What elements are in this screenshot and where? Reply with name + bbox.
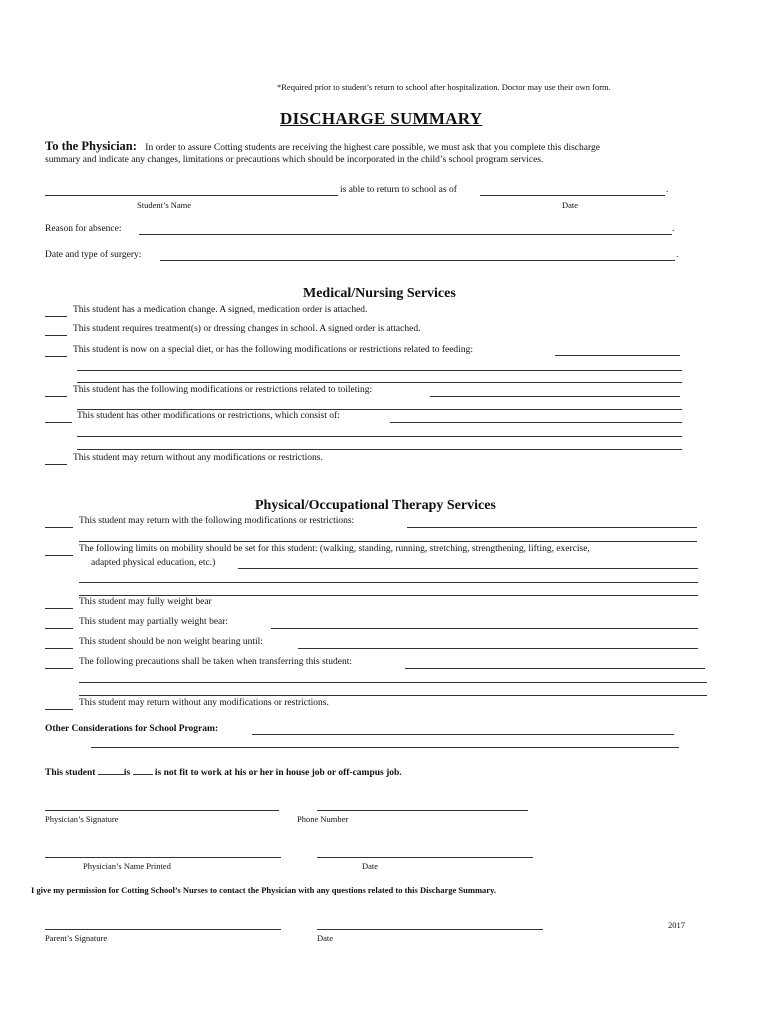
student-name-field[interactable] [45, 195, 338, 196]
therapy-check-7[interactable] [45, 709, 73, 710]
therapy-item-1: This student may return with the following modifications or restrictions: [79, 516, 355, 526]
phone-number-field[interactable] [317, 810, 528, 811]
partial-weight-field[interactable] [271, 628, 698, 629]
page-title: DISCHARGE SUMMARY [280, 109, 483, 128]
therapy-check-4[interactable] [45, 628, 73, 629]
mobility-field[interactable] [238, 568, 698, 569]
medical-item-2: This student requires treatment(s) or dressing changes in school. A signed order is attached. [73, 324, 421, 334]
fit-statement [45, 765, 402, 778]
medical-check-2[interactable] [45, 335, 67, 336]
therapy-item-7: This student may return without any modifications or restrictions. [79, 698, 329, 708]
transfer-precautions-field[interactable] [405, 668, 705, 669]
non-weight-field[interactable] [298, 648, 698, 649]
medical-check-3[interactable] [45, 356, 67, 357]
header-note: *Required prior to student’s return to school after hospitalization. Doctor may use their own form. [277, 82, 611, 92]
intro-line-1: In order to assure Cotting students are receiving the highest care possible, we must ask that you complete this discharge [145, 143, 600, 153]
return-text: is able to return to school as of [340, 185, 457, 195]
other-restrictions-line-3[interactable] [77, 449, 682, 450]
fit-part-1: This student [45, 768, 96, 778]
medical-item-3: This student is now on a special diet, or has the following modifications or restrictions related to feeding: [73, 345, 473, 355]
medical-item-4: This student has the following modifications or restrictions related to toileting: [73, 385, 373, 395]
date-caption: Date [562, 200, 579, 210]
phone-number-caption: Phone Number [297, 814, 349, 824]
intro-lead: To the Physician: [45, 139, 137, 153]
reason-field[interactable] [139, 234, 672, 235]
therapy-item-3: This student may fully weight bear [79, 597, 212, 607]
feeding-field[interactable] [555, 355, 680, 356]
medical-item-6: This student may return without any modifications or restrictions. [73, 453, 323, 463]
surgery-label: Date and type of surgery: [45, 250, 142, 260]
fit-part-2: is [123, 768, 131, 778]
physician-name-caption: Physician’s Name Printed [83, 861, 171, 871]
medical-check-6[interactable] [45, 464, 67, 465]
transfer-line-3[interactable] [79, 695, 707, 696]
therapy-item-4: This student may partially weight bear: [79, 617, 229, 627]
mobility-field-line-3[interactable] [79, 595, 698, 596]
physician-signature-field[interactable] [45, 810, 279, 811]
therapy-item-6: The following precautions shall be taken when transferring this student: [79, 657, 353, 667]
other-considerations-line-2[interactable] [91, 747, 679, 748]
physician-date-field[interactable] [317, 857, 533, 858]
parent-signature-field[interactable] [45, 929, 281, 930]
period: . [672, 224, 675, 234]
permission-statement: I give my permission for Cotting School’s Nurses to contact the Physician with any questions related to this Discharge Summary. [31, 885, 496, 895]
medical-item-1: This student has a medication change. A signed, medication order is attached. [73, 305, 368, 315]
period: . [676, 250, 679, 260]
feeding-field-line-2[interactable] [77, 370, 682, 371]
intro-line-2: summary and indicate any changes, limitations or precautions which should be incorporated in the child’s school program services. [45, 155, 544, 165]
intro-paragraph [45, 139, 600, 154]
period: . [666, 185, 669, 195]
physician-name-field[interactable] [45, 857, 281, 858]
toileting-field-line-2[interactable] [77, 409, 682, 410]
surgery-field[interactable] [160, 260, 675, 261]
fit-part-3: is not fit to work at his or her in house job or off-campus job. [154, 768, 402, 778]
therapy-heading: Physical/Occupational Therapy Services [255, 498, 496, 513]
therapy-restrictions-line-2[interactable] [79, 541, 697, 542]
medical-heading: Medical/Nursing Services [303, 286, 456, 301]
medical-item-5: This student has other modifications or restrictions, which consist of: [77, 411, 340, 421]
therapy-item-2-cont: adapted physical education, etc.) [91, 558, 216, 568]
therapy-check-5[interactable] [45, 648, 73, 649]
therapy-item-5: This student should be non weight bearing until: [79, 637, 263, 647]
medical-check-5[interactable] [45, 422, 72, 423]
therapy-item-2: The following limits on mobility should be set for this student: (walking, standing, running, stretching, strengthening, lifting, exercise, [79, 544, 590, 554]
student-name-caption: Student’s Name [137, 200, 192, 210]
medical-check-1[interactable] [45, 316, 67, 317]
reason-label: Reason for absence: [45, 224, 122, 234]
transfer-line-2[interactable] [79, 682, 707, 683]
other-considerations-field[interactable] [252, 734, 674, 735]
therapy-check-1[interactable] [45, 527, 73, 528]
parent-signature-caption: Parent’s Signature [45, 933, 108, 943]
physician-date-caption: Date [362, 861, 379, 871]
physician-signature-caption: Physician’s Signature [45, 814, 119, 824]
parent-date-caption: Date [317, 933, 334, 943]
therapy-check-2[interactable] [45, 555, 73, 556]
parent-date-field[interactable] [317, 929, 543, 930]
therapy-restrictions-field[interactable] [407, 527, 697, 528]
form-year: 2017 [668, 920, 685, 930]
toileting-field[interactable] [430, 396, 680, 397]
therapy-check-6[interactable] [45, 668, 73, 669]
therapy-check-3[interactable] [45, 608, 73, 609]
return-date-field[interactable] [480, 195, 665, 196]
feeding-field-line-3[interactable] [77, 382, 682, 383]
other-restrictions-field[interactable] [390, 422, 682, 423]
medical-check-4[interactable] [45, 396, 67, 397]
other-restrictions-line-2[interactable] [77, 436, 682, 437]
mobility-field-line-2[interactable] [79, 582, 698, 583]
other-considerations-label: Other Considerations for School Program: [45, 724, 219, 734]
fit-is-not-blank[interactable] [133, 765, 153, 775]
fit-is-blank[interactable] [98, 765, 124, 775]
